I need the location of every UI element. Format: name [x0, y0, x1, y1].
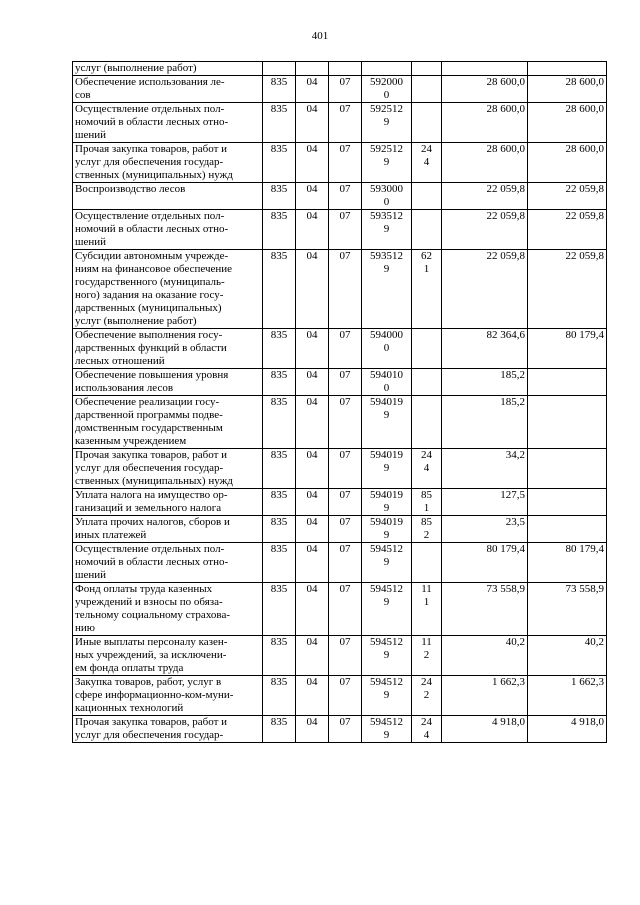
amount-2-cell — [528, 62, 607, 76]
article-code-cell — [362, 62, 412, 76]
amount-2-cell: 1 662,3 — [528, 676, 607, 716]
row-name-cell: Осуществление отдельных пол- номочий в области лесных отно- шений — [73, 210, 263, 250]
article-code-cell: 592000 0 — [362, 76, 412, 103]
ministry-code-cell: 835 — [263, 583, 296, 636]
amount-2-cell: 73 558,9 — [528, 583, 607, 636]
amount-2-cell: 22 059,8 — [528, 183, 607, 210]
article-code-cell: 594019 9 — [362, 396, 412, 449]
table-row — [73, 636, 607, 676]
table-row — [73, 210, 607, 250]
amount-1-cell: 40,2 — [442, 636, 528, 676]
amount-2-cell: 22 059,8 — [528, 250, 607, 329]
amount-1-cell: 22 059,8 — [442, 183, 528, 210]
expense-type-cell — [412, 396, 442, 449]
ministry-code-cell: 835 — [263, 250, 296, 329]
article-code-cell: 593512 9 — [362, 210, 412, 250]
section-code-cell: 04 — [296, 583, 329, 636]
amount-1-cell: 28 600,0 — [442, 76, 528, 103]
subsection-code-cell: 07 — [329, 396, 362, 449]
section-code-cell: 04 — [296, 716, 329, 743]
row-name-cell: Осуществление отдельных пол- номочий в области лесных отно- шений — [73, 103, 263, 143]
amount-2-cell: 40,2 — [528, 636, 607, 676]
expense-type-cell: 62 1 — [412, 250, 442, 329]
budget-table — [72, 61, 607, 743]
article-code-cell: 594512 9 — [362, 716, 412, 743]
subsection-code-cell: 07 — [329, 76, 362, 103]
amount-1-cell: 73 558,9 — [442, 583, 528, 636]
expense-type-cell: 24 4 — [412, 143, 442, 183]
ministry-code-cell: 835 — [263, 716, 296, 743]
amount-1-cell: 22 059,8 — [442, 250, 528, 329]
expense-type-cell: 85 1 — [412, 489, 442, 516]
amount-1-cell: 185,2 — [442, 369, 528, 396]
row-name-cell: Обеспечение использования ле- сов — [73, 76, 263, 103]
amount-1-cell: 127,5 — [442, 489, 528, 516]
article-code-cell: 594512 9 — [362, 636, 412, 676]
expense-type-cell — [412, 543, 442, 583]
ministry-code-cell: 835 — [263, 489, 296, 516]
subsection-code-cell: 07 — [329, 543, 362, 583]
expense-type-cell — [412, 210, 442, 250]
subsection-code-cell: 07 — [329, 489, 362, 516]
amount-2-cell: 28 600,0 — [528, 76, 607, 103]
article-code-cell: 592512 9 — [362, 103, 412, 143]
amount-2-cell: 28 600,0 — [528, 103, 607, 143]
subsection-code-cell: 07 — [329, 369, 362, 396]
row-name-cell: Фонд оплаты труда казенных учреждений и взносы по обяза- тельному социальному страхова- нию — [73, 583, 263, 636]
amount-2-cell — [528, 396, 607, 449]
table-row — [73, 103, 607, 143]
article-code-cell: 594512 9 — [362, 543, 412, 583]
table-row — [73, 62, 607, 76]
amount-2-cell: 22 059,8 — [528, 210, 607, 250]
amount-2-cell: 4 918,0 — [528, 716, 607, 743]
table-row — [73, 676, 607, 716]
ministry-code-cell: 835 — [263, 676, 296, 716]
subsection-code-cell: 07 — [329, 103, 362, 143]
section-code-cell: 04 — [296, 489, 329, 516]
ministry-code-cell: 835 — [263, 543, 296, 583]
amount-1-cell: 28 600,0 — [442, 143, 528, 183]
section-code-cell: 04 — [296, 636, 329, 676]
subsection-code-cell: 07 — [329, 676, 362, 716]
amount-1-cell — [442, 62, 528, 76]
article-code-cell: 594019 9 — [362, 489, 412, 516]
section-code-cell: 04 — [296, 103, 329, 143]
table-row — [73, 143, 607, 183]
ministry-code-cell: 835 — [263, 516, 296, 543]
amount-2-cell — [528, 449, 607, 489]
subsection-code-cell: 07 — [329, 183, 362, 210]
expense-type-cell — [412, 183, 442, 210]
row-name-cell: Закупка товаров, работ, услуг в сфере информационно-ком-муни- кационных технологий — [73, 676, 263, 716]
section-code-cell: 04 — [296, 329, 329, 369]
expense-type-cell — [412, 76, 442, 103]
table-row — [73, 76, 607, 103]
expense-type-cell: 11 2 — [412, 636, 442, 676]
ministry-code-cell: 835 — [263, 103, 296, 143]
row-name-cell: Обеспечение выполнения госу- дарственных функций в области лесных отношений — [73, 329, 263, 369]
article-code-cell: 594000 0 — [362, 329, 412, 369]
expense-type-cell — [412, 103, 442, 143]
section-code-cell: 04 — [296, 396, 329, 449]
amount-1-cell: 4 918,0 — [442, 716, 528, 743]
table-body — [73, 62, 607, 743]
subsection-code-cell: 07 — [329, 516, 362, 543]
ministry-code-cell: 835 — [263, 449, 296, 489]
ministry-code-cell: 835 — [263, 329, 296, 369]
article-code-cell: 593000 0 — [362, 183, 412, 210]
amount-2-cell: 80 179,4 — [528, 543, 607, 583]
row-name-cell: Уплата налога на имущество ор- ганизаций и земельного налога — [73, 489, 263, 516]
amount-2-cell — [528, 516, 607, 543]
amount-1-cell: 185,2 — [442, 396, 528, 449]
subsection-code-cell: 07 — [329, 250, 362, 329]
article-code-cell: 594010 0 — [362, 369, 412, 396]
table-row — [73, 449, 607, 489]
amount-1-cell: 23,5 — [442, 516, 528, 543]
subsection-code-cell: 07 — [329, 583, 362, 636]
section-code-cell: 04 — [296, 143, 329, 183]
table-row — [73, 183, 607, 210]
amount-1-cell: 80 179,4 — [442, 543, 528, 583]
expense-type-cell — [412, 329, 442, 369]
expense-type-cell — [412, 62, 442, 76]
section-code-cell: 04 — [296, 210, 329, 250]
section-code-cell: 04 — [296, 76, 329, 103]
amount-1-cell: 28 600,0 — [442, 103, 528, 143]
subsection-code-cell: 07 — [329, 716, 362, 743]
row-name-cell: Прочая закупка товаров, работ и услуг для обеспечения государ- ственных (муниципальных) нужд — [73, 143, 263, 183]
row-name-cell: Иные выплаты персоналу казен- ных учреждений, за исключени- ем фонда оплаты труда — [73, 636, 263, 676]
row-name-cell: Воспроизводство лесов — [73, 183, 263, 210]
amount-2-cell — [528, 489, 607, 516]
expense-type-cell: 24 4 — [412, 449, 442, 489]
expense-type-cell: 24 2 — [412, 676, 442, 716]
ministry-code-cell: 835 — [263, 396, 296, 449]
ministry-code-cell: 835 — [263, 636, 296, 676]
amount-1-cell: 1 662,3 — [442, 676, 528, 716]
row-name-cell: Субсидии автономным учрежде- ниям на финансовое обеспечение государственного (муниципаль- ного) задания на оказание госу- дарственных (муниципальных) услуг (выполнение работ) — [73, 250, 263, 329]
ministry-code-cell — [263, 62, 296, 76]
ministry-code-cell: 835 — [263, 210, 296, 250]
row-name-cell: Прочая закупка товаров, работ и услуг для обеспечения государ- — [73, 716, 263, 743]
section-code-cell: 04 — [296, 676, 329, 716]
ministry-code-cell: 835 — [263, 183, 296, 210]
section-code-cell: 04 — [296, 449, 329, 489]
section-code-cell: 04 — [296, 543, 329, 583]
table-row — [73, 250, 607, 329]
article-code-cell: 594019 9 — [362, 516, 412, 543]
section-code-cell: 04 — [296, 369, 329, 396]
amount-1-cell: 22 059,8 — [442, 210, 528, 250]
ministry-code-cell: 835 — [263, 143, 296, 183]
subsection-code-cell: 07 — [329, 210, 362, 250]
article-code-cell: 593512 9 — [362, 250, 412, 329]
subsection-code-cell — [329, 62, 362, 76]
table-row — [73, 583, 607, 636]
amount-2-cell: 28 600,0 — [528, 143, 607, 183]
row-name-cell: услуг (выполнение работ) — [73, 62, 263, 76]
expense-type-cell — [412, 369, 442, 396]
article-code-cell: 594019 9 — [362, 449, 412, 489]
table-row — [73, 516, 607, 543]
section-code-cell: 04 — [296, 250, 329, 329]
article-code-cell: 594512 9 — [362, 676, 412, 716]
row-name-cell: Осуществление отдельных пол- номочий в области лесных отно- шений — [73, 543, 263, 583]
row-name-cell: Прочая закупка товаров, работ и услуг для обеспечения государ- ственных (муниципальных) нужд — [73, 449, 263, 489]
article-code-cell: 594512 9 — [362, 583, 412, 636]
expense-type-cell: 11 1 — [412, 583, 442, 636]
table-row — [73, 369, 607, 396]
table-row — [73, 489, 607, 516]
table-row — [73, 329, 607, 369]
ministry-code-cell: 835 — [263, 369, 296, 396]
table-row — [73, 543, 607, 583]
article-code-cell: 592512 9 — [362, 143, 412, 183]
section-code-cell — [296, 62, 329, 76]
amount-2-cell — [528, 369, 607, 396]
ministry-code-cell: 835 — [263, 76, 296, 103]
row-name-cell: Обеспечение повышения уровня использования лесов — [73, 369, 263, 396]
expense-type-cell: 24 4 — [412, 716, 442, 743]
amount-2-cell: 80 179,4 — [528, 329, 607, 369]
amount-1-cell: 82 364,6 — [442, 329, 528, 369]
page-number: 401 — [311, 30, 329, 42]
section-code-cell: 04 — [296, 183, 329, 210]
row-name-cell: Уплата прочих налогов, сборов и иных платежей — [73, 516, 263, 543]
subsection-code-cell: 07 — [329, 636, 362, 676]
subsection-code-cell: 07 — [329, 449, 362, 489]
amount-1-cell: 34,2 — [442, 449, 528, 489]
section-code-cell: 04 — [296, 516, 329, 543]
table-row — [73, 716, 607, 743]
row-name-cell: Обеспечение реализации госу- дарственной программы подве- домственным государственным казенным учреждением — [73, 396, 263, 449]
subsection-code-cell: 07 — [329, 143, 362, 183]
expense-type-cell: 85 2 — [412, 516, 442, 543]
table-row — [73, 396, 607, 449]
subsection-code-cell: 07 — [329, 329, 362, 369]
